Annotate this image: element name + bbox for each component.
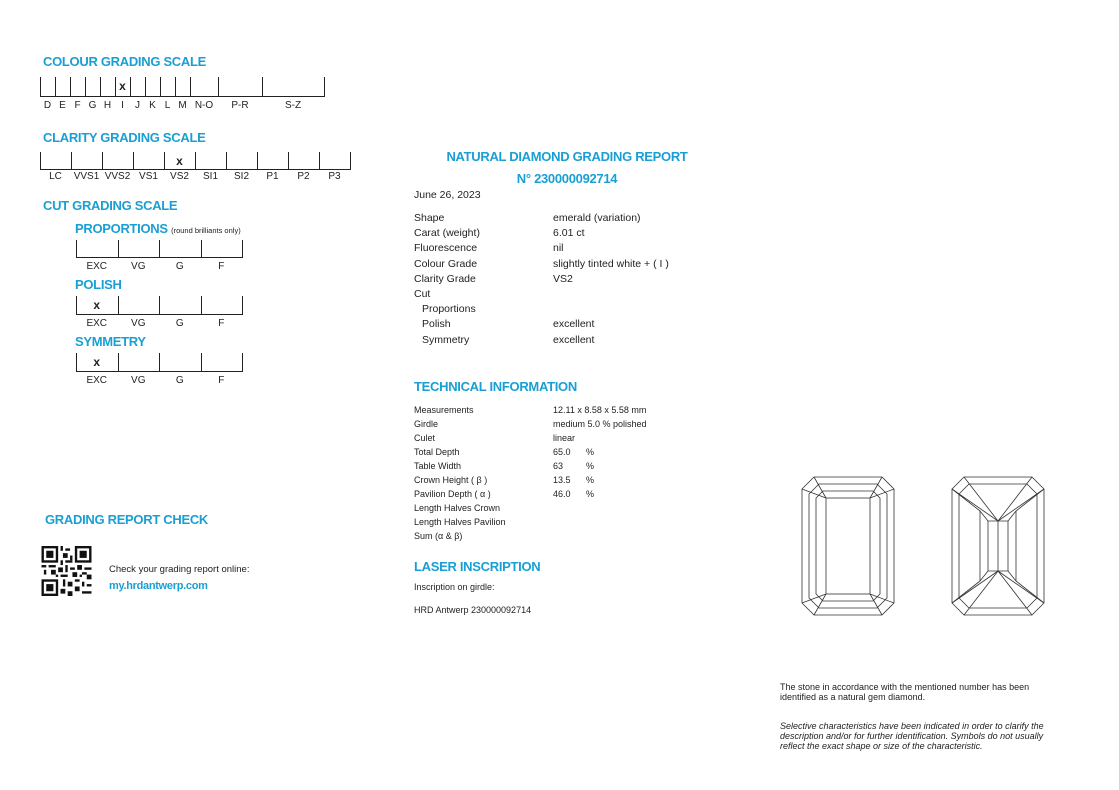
scale-tick — [242, 296, 243, 315]
report-row-value: 6.01 ct — [553, 227, 585, 240]
proportions-note: (round brilliants only) — [171, 226, 241, 235]
symmetry-title: SYMMETRY — [75, 334, 146, 349]
scale-selected-mark: x — [119, 79, 126, 93]
proportions-title — [75, 221, 241, 236]
technical-row-label: Total Depth — [414, 447, 460, 457]
scale-label: N-O — [194, 100, 214, 111]
scale-tick — [242, 240, 243, 258]
scale-tick — [288, 152, 289, 170]
technical-row-unit: % — [586, 461, 595, 471]
scale-label: G — [88, 100, 97, 111]
scale-label: VVS1 — [73, 171, 100, 182]
scale-tick — [70, 77, 71, 97]
scale-label: P2 — [297, 171, 310, 182]
technical-row-label: Pavilion Depth ( α ) — [414, 489, 491, 499]
disclaimer-note: Selective characteristics have been indicated in order to clarify the description and/or for further identification. Symbols do not usually reflect the exact shape or size of the characteristic. — [780, 721, 1044, 751]
report-title: NATURAL DIAMOND GRADING REPORT — [446, 149, 688, 164]
scale-baseline — [40, 96, 324, 97]
scale-tick — [76, 353, 77, 372]
scale-selected-mark: x — [93, 298, 101, 312]
scale-tick — [226, 152, 227, 170]
scale-tick — [118, 240, 119, 258]
report-row-value: VS2 — [553, 272, 573, 285]
scale-label: SI2 — [233, 171, 250, 182]
polish-title: POLISH — [75, 277, 122, 292]
scale-label: VVS2 — [104, 171, 131, 182]
scale-tick — [190, 77, 191, 97]
report-row-value: excellent — [553, 333, 595, 346]
crown-diagram — [800, 476, 896, 616]
scale-tick — [115, 77, 116, 97]
pavilion-diagram — [950, 476, 1046, 616]
technical-row-label: Crown Height ( β ) — [414, 475, 488, 485]
scale-label: H — [103, 100, 112, 111]
scale-tick — [55, 77, 56, 97]
report-row-label: Shape — [414, 212, 445, 224]
technical-row-unit: % — [586, 489, 595, 499]
scale-tick — [262, 77, 263, 97]
laser-line1: Inscription on girdle: — [414, 582, 495, 592]
scale-label: G — [175, 261, 184, 272]
technical-row-value: linear — [553, 433, 576, 443]
report-row-label: Proportions — [422, 303, 476, 316]
technical-row-value: 63 — [553, 461, 564, 471]
scale-label: D — [43, 100, 52, 111]
scale-label: E — [59, 100, 66, 111]
scale-label: I — [121, 100, 124, 111]
report-check-title: GRADING REPORT CHECK — [45, 512, 209, 527]
clarity-scale-title: CLARITY GRADING SCALE — [43, 130, 206, 145]
scale-label: F — [218, 318, 225, 329]
proportions-title-text: PROPORTIONS — [75, 221, 168, 236]
scale-tick — [242, 353, 243, 372]
scale-tick — [218, 77, 219, 97]
scale-tick — [164, 152, 165, 170]
laser-title: LASER INSCRIPTION — [414, 559, 541, 574]
colour-scale-title: COLOUR GRADING SCALE — [43, 54, 207, 69]
technical-row-unit: % — [586, 447, 595, 457]
report-number: N° 230000092714 — [516, 171, 618, 186]
scale-selected-mark: x — [176, 154, 183, 168]
scale-label: EXC — [86, 375, 108, 386]
scale-tick — [195, 152, 196, 170]
scale-label: G — [175, 375, 184, 386]
cut-scale-title: CUT GRADING SCALE — [43, 198, 178, 213]
scale-label: VG — [131, 261, 146, 272]
scale-tick — [175, 77, 176, 97]
symmetry-scale — [76, 353, 246, 389]
scale-tick — [85, 77, 86, 97]
technical-row-label: Table Width — [414, 461, 462, 471]
scale-label: P3 — [328, 171, 341, 182]
technical-row-label: Sum (α & β) — [414, 531, 463, 541]
scale-tick — [71, 152, 72, 170]
scale-label: P-R — [231, 100, 249, 111]
scale-label: VG — [131, 318, 146, 329]
technical-title: TECHNICAL INFORMATION — [414, 379, 577, 394]
scale-tick — [76, 240, 77, 258]
scale-tick — [160, 77, 161, 97]
scale-tick — [201, 353, 202, 372]
scale-label: M — [178, 100, 187, 111]
scale-tick — [40, 152, 41, 170]
natural-note: The stone in accordance with the mentioned number has been identified as a natural gem diamond. — [780, 682, 1030, 702]
report-check-link[interactable]: my.hrdantwerp.com — [109, 580, 208, 592]
proportions-scale — [76, 240, 246, 276]
technical-row-value: 12.11 x 8.58 x 5.58 mm — [553, 405, 647, 415]
scale-label: EXC — [86, 318, 108, 329]
scale-label: K — [149, 100, 156, 111]
scale-label: VG — [131, 375, 146, 386]
scale-label: P1 — [266, 171, 279, 182]
scale-tick — [118, 353, 119, 372]
report-row-value: nil — [553, 242, 564, 255]
scale-tick — [102, 152, 103, 170]
colour-grading-scale — [40, 76, 350, 116]
qr-code-icon[interactable] — [41, 546, 92, 596]
technical-row-value: 65.0 — [553, 447, 571, 457]
scale-label: L — [164, 100, 171, 111]
scale-label: F — [218, 261, 225, 272]
scale-selected-mark: x — [93, 355, 101, 369]
scale-label: LC — [49, 171, 62, 182]
report-row-label: Fluorescence — [414, 242, 478, 255]
scale-label: F — [74, 100, 81, 111]
technical-row-value: 46.0 — [553, 489, 571, 499]
report-row-value: slightly tinted white + ( I ) — [553, 257, 669, 270]
report-row-label: Clarity Grade — [414, 272, 476, 285]
scale-tick — [201, 240, 202, 258]
scale-tick — [350, 152, 351, 170]
technical-row-label: Girdle — [414, 419, 439, 429]
report-row-label: Polish — [422, 318, 451, 331]
scale-tick — [159, 296, 160, 315]
scale-tick — [133, 152, 134, 170]
scale-tick — [159, 353, 160, 372]
report-check-text: Check your grading report online: — [109, 564, 250, 575]
scale-tick — [76, 296, 77, 315]
report-row-label: Cut — [414, 288, 431, 300]
scale-tick — [118, 296, 119, 315]
technical-row-label: Length Halves Pavilion — [414, 517, 506, 527]
report-row-label: Colour Grade — [414, 257, 478, 270]
scale-label: F — [218, 375, 225, 386]
laser-line2: HRD Antwerp 230000092714 — [414, 605, 532, 615]
technical-row-label: Measurements — [414, 405, 474, 415]
scale-label: J — [135, 100, 140, 111]
scale-label: VS1 — [139, 171, 158, 182]
clarity-grading-scale — [40, 151, 350, 191]
technical-row-value: 13.5 — [553, 475, 571, 485]
scale-tick — [324, 77, 325, 97]
report-row-label: Symmetry — [422, 333, 470, 346]
scale-label: VS2 — [170, 171, 189, 182]
scale-label: EXC — [86, 261, 108, 272]
report-row-value: emerald (variation) — [553, 212, 641, 224]
scale-tick — [319, 152, 320, 170]
scale-label: SI1 — [202, 171, 219, 182]
scale-tick — [159, 240, 160, 258]
scale-tick — [145, 77, 146, 97]
scale-tick — [257, 152, 258, 170]
scale-label: S-Z — [284, 100, 302, 111]
report-row-label: Carat (weight) — [414, 227, 480, 240]
report-row-value: excellent — [553, 318, 595, 331]
scale-tick — [130, 77, 131, 97]
scale-label: G — [175, 318, 184, 329]
technical-row-unit: % — [586, 475, 595, 485]
scale-tick — [40, 77, 41, 97]
technical-row-label: Length Halves Crown — [414, 503, 501, 513]
polish-scale — [76, 296, 246, 332]
scale-tick — [100, 77, 101, 97]
scale-tick — [201, 296, 202, 315]
technical-row-value: medium 5.0 % polished — [553, 419, 647, 429]
report-date: June 26, 2023 — [414, 189, 481, 201]
technical-row-label: Culet — [414, 433, 436, 443]
